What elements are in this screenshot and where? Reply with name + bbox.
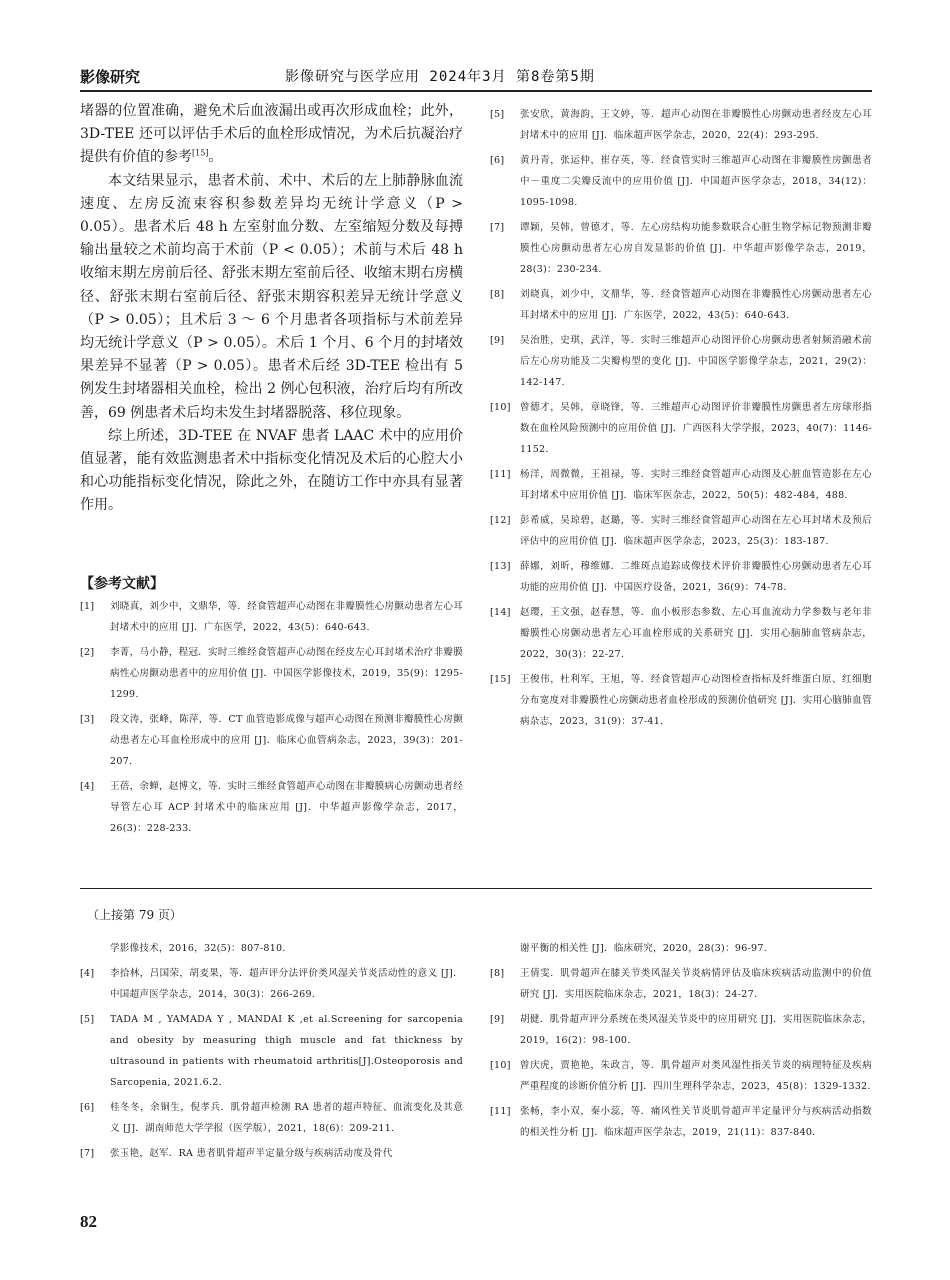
reference-number: [3] (80, 714, 95, 725)
reference-text: 王蓓，余蝉，赵博文，等．实时三维经食管超声心动图在非瓣膜病心房颤动患者经导管左心耳 ACP 封堵术中的临床应用 [J]．中华超声影像学杂志，2017，26(3)：228-233. (110, 781, 463, 834)
reference-number: [7] (80, 1148, 95, 1159)
reference-item (80, 776, 463, 839)
reference-text: 张安欣，黄海韵，王文婷，等．超声心动图在非瓣膜性心房颤动患者经皮左心耳封堵术中的应用 [J]．临床超声医学杂志，2020，22(4)：293-295. (520, 109, 872, 141)
references-left-column (80, 596, 463, 843)
reference-number: [9] (490, 1014, 505, 1025)
reference-text: 段文涛，张峰，陈萍，等．CT 血管造影成像与超声心动图在预测非瓣膜性心房颤动患者左心耳血栓形成中的应用 [J]．临床心血管病杂志，2023，39(3)：201-207. (110, 714, 463, 767)
continued-left-column (80, 938, 463, 1168)
body-paragraph: 本文结果显示，患者术前、术中、术后的左上肺静脉血流速度、左房反流束容积参数差异均无统计学意义（P > 0.05）。患者术后 48 h 左室射血分数、左室缩短分数及每搏输出量较之术前均高于术前（P < 0.05）；术前与术后 48 h 收缩末期左房前后径、舒张末期左室前后径、收缩末期右房横径、舒张末期右室前后径、舒张末期容积差异无统计学意义（P > 0.05）；且术后 3 ～ 6 个月患者各项指标与术前差异均无统计学意义（P > 0.05）。术后 1 个月、6 个月的封堵效果差异不显著（P > 0.05）。患者术后经 3D-TEE 检出有 5 例发生封堵器相关血栓，检出 2 例心包积液，治疗后均有所改善，69 例患者术后均未发生封堵器脱落、移位现象。 (80, 172, 463, 421)
reference-number: [5] (490, 109, 505, 120)
continued-right-column (490, 938, 872, 1147)
header-rule (80, 90, 872, 92)
reference-item (490, 330, 872, 393)
page-header (80, 62, 872, 88)
reference-text: 李拾林，吕国荣，胡麦果，等．超声评分法评价类风湿关节炎活动性的意义 [J]．中国超声医学杂志，2014，30(3)：266-269. (110, 968, 463, 1000)
reference-item (80, 1009, 463, 1093)
reference-number: [9] (490, 335, 505, 346)
reference-item (490, 1009, 872, 1051)
reference-item (490, 963, 872, 1005)
reference-item (490, 150, 872, 213)
body-paragraph: 堵器的位置准确，避免术后血液漏出或再次形成血栓；此外，3D-TEE 还可以评估手术后的血栓形成情况，为术后抗凝治疗提供有价值的参考[15]。 (80, 103, 463, 166)
reference-text: 王俊伟，杜利军，王旭，等．经食管超声心动图检查指标及纤维蛋白原、红细胞分布宽度对非瓣膜性心房颤动患者血栓形成的预测价值研究 [J]．实用心脑肺血管病杂志，2023，31(9)：37-41. (520, 674, 872, 727)
reference-number: [4] (80, 968, 95, 979)
reference-item (490, 556, 872, 598)
reference-number: [15] (490, 674, 511, 685)
reference-item (490, 669, 872, 732)
references-heading: 【参考文献】 (80, 576, 164, 592)
journal-info: 影像研究与医学应用 2024年3月 第8卷第5期 (285, 69, 595, 85)
reference-text: 谭颖，吴韩，曾德才，等．左心房结构功能参数联合心脏生物学标记物预测非瓣膜性心房颤动患者左心房自发显影的价值 [J]．中华超声影像学杂志，2019，28(3)：230-234. (520, 222, 872, 275)
reference-text: 刘晓真，刘少中，文鼎华，等．经食管超声心动图在非瓣膜性心房颤动患者左心耳封堵术中的应用 [J]．广东医学，2022，43(5)：640-643. (520, 289, 872, 321)
citation-mark: [15] (192, 148, 209, 158)
reference-item (490, 217, 872, 280)
reference-text: 杨洋，周微微，王祖禄，等．实时三维经食管超声心动图及心脏血管造影在左心耳封堵术中应用价值 [J]．临床军医杂志，2022，50(5)：482-484，488. (520, 469, 872, 501)
section-name: 影像研究 (80, 68, 141, 86)
reference-item (490, 284, 872, 326)
reference-text: TADA M , YAMADA Y , MANDAI K ,et al.Screening for sarcopenia and obesity by measuring thigh muscle and fat thickness by ultrasound in patients with rheumatoid arthritis[J].Osteoporosis and Sarcopenia, 2021.6.2. (110, 1014, 463, 1088)
reference-text: 张畅，李小双，秦小蕊，等．痛风性关节炎肌骨超声半定量评分与疾病活动指数的相关性分析 [J]．临床超声医学杂志，2019，21(11)：837-840. (520, 1106, 872, 1138)
reference-text: 桂冬冬，余铜生，倪孝兵．肌骨超声检测 RA 患者的超声特征、血流变化及其意义 [J]．湖南师范大学学报（医学版），2021，18(6)：209-211. (110, 1102, 463, 1134)
reference-number: [12] (490, 515, 511, 526)
reference-text: 张玉艳，赵军．RA 患者肌骨超声半定量分级与疾病活动度及骨代 (110, 1148, 393, 1159)
reference-text: 赵璎，王文强，赵春慧，等．血小板形态参数、左心耳血流动力学参数与老年非瓣膜性心房颤动患者左心耳血栓形成的关系研究 [J]．实用心脑肺血管病杂志，2022，30(3)：22-27. (520, 607, 872, 660)
reference-number: [10] (490, 1060, 511, 1071)
reference-number: [10] (490, 402, 511, 413)
reference-number: [11] (490, 1106, 511, 1117)
reference-item (490, 938, 872, 959)
reference-item (490, 510, 872, 552)
reference-item (490, 1101, 872, 1143)
reference-text: 刘晓真，刘少中，文鼎华，等．经食管超声心动图在非瓣膜性心房颤动患者左心耳封堵术中的应用 [J]．广东医学，2022，43(5)：640-643. (110, 601, 463, 633)
reference-text: 胡健．肌骨超声评分系统在类风湿关节炎中的应用研究 [J]．实用医院临床杂志，2019，16(2)：98-100. (520, 1014, 872, 1046)
reference-item (490, 104, 872, 146)
body-text (80, 100, 463, 518)
reference-text: 曾庆虎，贾艳艳，朱政言，等．肌骨超声对类风湿性指关节炎的病理特征及疾病严重程度的诊断价值分析 [J]．四川生理科学杂志，2023，45(8)：1329-1332. (520, 1060, 872, 1092)
reference-item (490, 602, 872, 665)
page-number: 82 (80, 1212, 97, 1231)
continued-from-label: （上接第 79 页） (87, 908, 182, 922)
reference-item (80, 642, 463, 705)
reference-number: [14] (490, 607, 511, 618)
reference-number: [8] (490, 289, 505, 300)
reference-item (80, 596, 463, 638)
reference-number: [4] (80, 781, 95, 792)
reference-number: [1] (80, 601, 95, 612)
reference-text: 曾德才，吴韩，章晓锋，等．三维超声心动图评价非瓣膜性房颤患者左房球形指数在血栓风险预测中的应用价值 [J]．广西医科大学学报，2023，40(7)：1146-1152. (520, 402, 872, 455)
reference-item (490, 397, 872, 460)
reference-number: [5] (80, 1014, 95, 1025)
reference-item (80, 938, 463, 959)
reference-item (80, 1143, 463, 1164)
reference-number: [2] (80, 647, 95, 658)
reference-text: 吴治胜，史琪，武洋，等．实时三维超声心动图评价心房颤动患者射频消融术前后左心房功能及二尖瓣构型的变化 [J]．中国医学影像学杂志，2021，29(2)：142-147. (520, 335, 872, 388)
reference-item (80, 709, 463, 772)
references-right-column (490, 104, 872, 736)
reference-number: [7] (490, 222, 505, 233)
reference-text: 谢平衡的相关性 [J]．临床研究，2020，28(3)：96-97. (520, 943, 768, 954)
reference-item (490, 464, 872, 506)
reference-number: [11] (490, 469, 511, 480)
reference-item (80, 963, 463, 1005)
reference-number: [6] (490, 155, 505, 166)
reference-text: 学影像技术，2016，32(5)：807-810. (110, 943, 286, 954)
continuation-divider (80, 888, 872, 889)
reference-item (490, 1055, 872, 1097)
reference-text: 李菁，马小静，程冠．实时三维经食管超声心动图在经皮左心耳封堵术治疗非瓣膜病性心房颤动患者中的应用价值 [J]．中国医学影像技术，2019，35(9)：1295-1299. (110, 647, 463, 700)
reference-text: 黄丹青，张运仲，崔存英，等．经食管实时三维超声心动图在非瓣膜性房颤患者中－重度二尖瓣反流中的应用价值 [J]．中国超声医学杂志，2018，34(12)：1095-1098. (520, 155, 872, 208)
reference-text: 王倩雯．肌骨超声在膝关节类风湿关节炎病情评估及临床疾病活动监测中的价值研究 [J]．实用医院临床杂志，2021，18(3)：24-27. (520, 968, 872, 1000)
reference-item (80, 1097, 463, 1139)
reference-number: [6] (80, 1102, 95, 1113)
reference-number: [8] (490, 968, 505, 979)
reference-text: 彭希威，吴琼碧，赵璐，等．实时三维经食管超声心动图在左心耳封堵术及预后评估中的应用价值 [J]．临床超声医学杂志，2023，25(3)：183-187. (520, 515, 872, 547)
reference-number: [13] (490, 561, 511, 572)
body-paragraph: 综上所述，3D-TEE 在 NVAF 患者 LAAC 术中的应用价值显著，能有效监测患者术中指标变化情况及术后的心腔大小和心功能指标变化情况，除此之外，在随访工作中亦具有显著作用。 (80, 427, 463, 514)
reference-text: 薛娜，刘昕，穆维娜．二维斑点追踪成像技术评价非瓣膜性心房颤动患者左心耳功能的应用价值 [J]．中国医疗设备，2021，36(9)：74-78. (520, 561, 872, 593)
